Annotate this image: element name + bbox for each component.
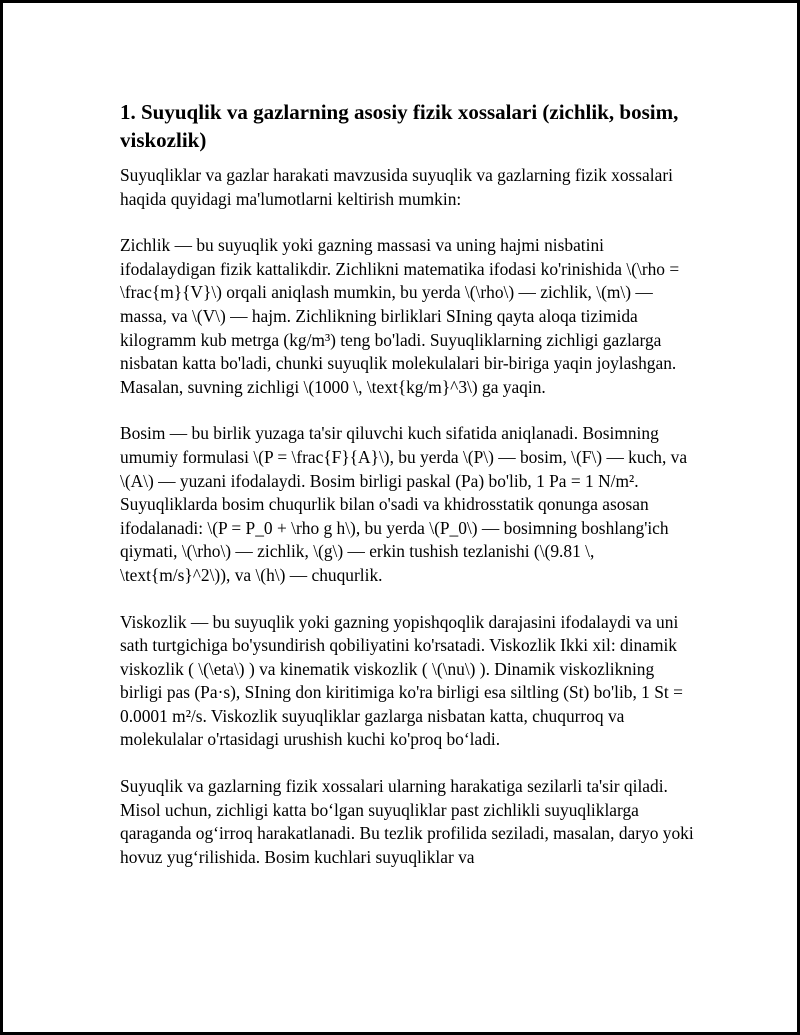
paragraph-viscosity: Viskozlik — bu suyuqlik yoki gazning yopishqoqlik darajasini ifodalaydi va uni sath turtgichiga bo'ysundirish qobiliyatini ko'rsatadi. Viskozlik Ikki xil: dinamik viskozlik ( \(\eta\) ) va kinematik viskozlik ( \(\nu\) ). Dinamik viskozlikning birligi pas (Pa·s), SIning don kiritimiga ko'ra birligi esa siltling (St) bo'lib, 1 St = 0.0001 m²/s. Viskozlik suyuqliklar gazlarga nisbatan katta, chuqurroq va molekulalar o'rtasidagi urushish kuchi ko'proq bo‘ladi. [120,611,683,750]
paragraph-intro: Suyuqliklar va gazlar harakati mavzusida suyuqlik va gazlarning fizik xossalari haqida quyidagi ma'lumotlarni keltirish mumkin: [120,165,673,209]
document-body [120,98,695,892]
section-heading: 1. Suyuqlik va gazlarning asosiy fizik xossalari (zichlik, bosim, viskozlik) [120,100,679,152]
paragraph-effects: Suyuqlik va gazlarning fizik xossalari ularning harakatiga sezilarli ta'sir qiladi. Misol uchun, zichligi katta bo‘lgan suyuqliklar past zichlikli suyuqliklarga qaraganda og‘irroq harakatlanadi. Bu tezlik profilida seziladi, masalan, daryo yoki hovuz yug‘rilishida. Bosim kuchlari suyuqliklar va [120,776,694,867]
paragraph-pressure: Bosim — bu birlik yuzaga ta'sir qiluvchi kuch sifatida aniqlanadi. Bosimning umumiy formulasi \(P = \frac{F}{A}\), bu yerda \(P\) — bosim, \(F\) — kuch, va \(A\) — yuzani ifodalaydi. Bosim birligi paskal (Pa) bo'lib, 1 Pa = 1 N/m². Suyuqliklarda bosim chuqurlik bilan o'sadi va khidrosstatik qonunga asosan ifodalanadi: \(P = P_0 + \rho g h\), bu yerda \(P_0\) — bosimning boshlang'ich qiymati, \(\rho\) — zichlik, \(g\) — erkin tushish tezlanishi (\(9.81 \, \text{m/s}^2\)), va \(h\) — chuqurlik. [120,423,688,585]
paragraph-density: Zichlik — bu suyuqlik yoki gazning massasi va uning hajmi nisbatini ifodalaydigan fizik kattalikdir. Zichlikni matematika ifodasi ko'rinishida \(\rho = \frac{m}{V}\) orqali aniqlash mumkin, bu yerda \(\rho\) — zichlik, \(m\) — massa, va \(V\) — hajm. Zichlikning birliklari SIning qayta aloqa tizimida kilogramm kub metrga (kg/m³) teng bo'ladi. Suyuqliklarning zichligi gazlarga nisbatan katta bo'ladi, chunki suyuqlik molekulalari bir-biriga yaqin joylashgan. Masalan, suvning zichligi \(1000 \, \text{kg/m}^3\) ga yaqin. [120,235,680,397]
